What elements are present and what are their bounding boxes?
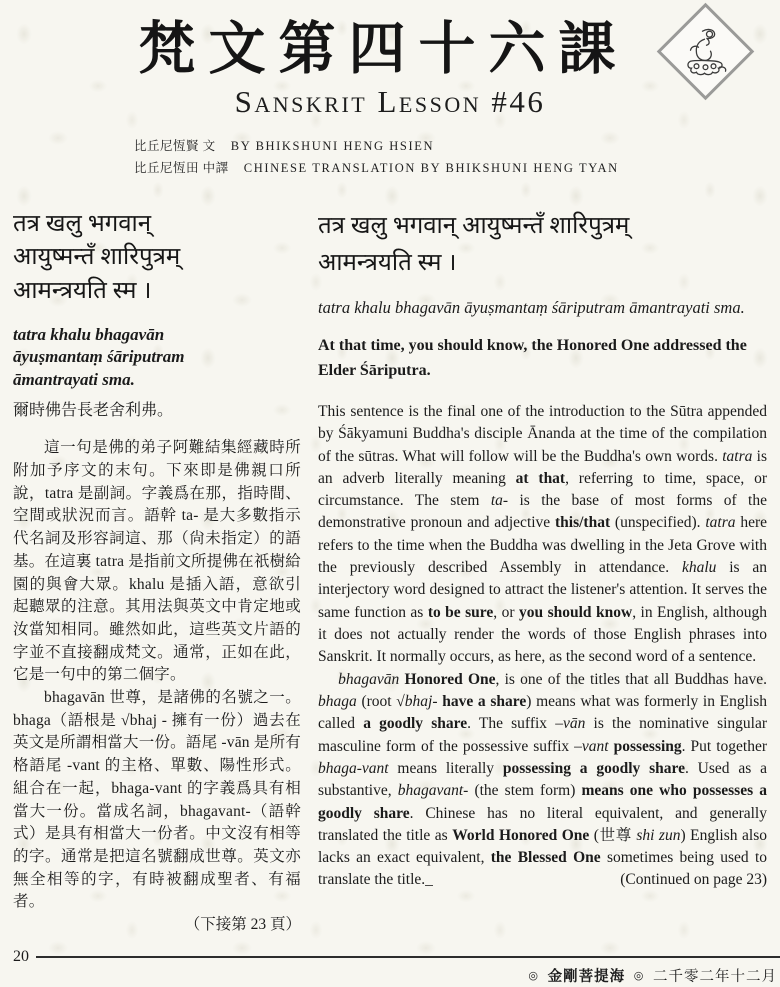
masthead [0, 0, 780, 180]
romanization-line: āyuṣmantaṃ śāriputram [13, 347, 185, 367]
byline-author-english: BY BHIKSHUNI HENG HSIEN [230, 138, 435, 153]
footer-rule-row [13, 948, 780, 966]
chinese-sutra-translation: 爾時佛告長老舍利弗。 [13, 401, 174, 419]
bullet-icon: ◎ [528, 970, 540, 982]
devanagari-line: तत्र खलु भगवान् आयुष्मन्तँ शारिपुत्रम् [318, 212, 630, 239]
footer-divider [36, 956, 780, 958]
english-commentary-paragraph-1: This sentence is the final one of the introduction to the Sūtra appended by Śākyamuni Buddha's disciple Ānanda at the time of the compilation of the sūtras. What will follow will be the Buddha's own words. tatra is an adverb literally meaning at that, referring to time, space, or circumstance. The stem ta- is the base of most forms of the demonstrative pronoun and adjective this/that (unspecified). tatra here refers to the time when the Buddha was dwelling in the Jeta Grove with the previously described Assembly in attendance. khalu is an interjectory word designed to attract the listener's attention. It serves the same function as to be sure, or you should know, in English, although it does not actually render the words of those English phrases into Sanskrit. It normally occurs, as here, as the second word of a sentence. [318, 402, 767, 666]
romanization-left [13, 324, 301, 391]
devanagari-line: आयुष्मन्तँ शारिपुत्रम् [13, 244, 181, 271]
continued-note-english: (Continued on page 23) [620, 871, 767, 889]
romanization-line: tatra khalu bhagavān [13, 324, 165, 344]
romanization-line: āmantrayati sma. [13, 369, 135, 389]
lotus-line-art-icon [683, 26, 729, 76]
issue-date: 二千零二年十二月 [653, 969, 777, 985]
english-commentary-paragraph-2: bhagavān Honored One, is one of the titles that all Buddhas have. bhaga (root √bhaj- have a share) means what was formerly in English called a goodly share. The suffix –vān is the nominative singular masculine form of the possessive suffix –vant possessing. Put together bhaga-vant means literally possessing a goodly share. Used as a substantive, bhagavant- (the stem form) means one who possesses a goodly share. Chinese has no literal equivalent, and generally translated the title as World Honored One (世尊 shi zun) English also lacks an exact equivalent, the Blessed One sometimes being used to translate the title._ [318, 670, 768, 889]
devanagari-verse-left [13, 208, 301, 309]
chinese-column [13, 208, 301, 937]
continued-note-chinese: （下接第 23 頁） [184, 916, 301, 934]
chinese-commentary-paragraph-1: 這一句是佛的弟子阿難結集經藏時所附加予序文的末句。下來即是佛親口所說，tatra 是副詞。字義爲在那，指時間、空間或狀況而言。語幹 ta- 是大多數指示代名詞及形容詞這、那（尙未指定）的語基。在這裏 tatra 是指前文所提佛在祇樹給園的與會大眾。khalu 是插入語，意欲引起聽眾的注意。其用法與英文中肯定地或汝當知相同。雖然如此，這些英文片語的字並不直接翻成梵文。通常，正如在此，它是一句中的第二個字。 [13, 439, 301, 684]
page-title-chinese: 梵文第四十六課 [138, 18, 629, 81]
english-column [318, 208, 767, 937]
chinese-commentary-paragraph-2: bhagavān 世尊，是諸佛的名號之一。bhaga（語根是 √bhaj - 擁有一份）過去在英文是所謂相當大一份。語尾 -vān 是所有格語尾 -vant 的主格、單數、陽性形式。組合在一起，bhaga-vant 的字義爲具有相當大一份。當成名詞，bhagavant-（語幹式）是具有相當大一份者。中文沒有相等的字。通常是把這名號翻成世尊。英文亦無全相等的字，有時被翻成聖者、有福者。 [13, 689, 301, 911]
byline-author [134, 135, 780, 158]
bullet-icon: ◎ [633, 970, 645, 982]
magazine-title: 金剛菩提海 [547, 969, 626, 985]
page-title-english: Sanskrit Lesson #46 [234, 83, 546, 119]
english-sutra-translation: At that time, you should know, the Honored One addressed the Elder Śāriputra. [318, 337, 747, 380]
byline-author-chinese: 比丘尼恆賢 文 [134, 138, 216, 153]
byline-translator [134, 157, 780, 180]
footer-publication-info [524, 965, 777, 986]
devanagari-line: आमन्त्रयति स्म । [13, 278, 152, 305]
byline-block [134, 135, 780, 180]
page-number: 20 [13, 948, 29, 965]
devanagari-line: आमन्त्रयति स्म । [318, 250, 457, 277]
devanagari-line: तत्र खलु भगवान् [13, 210, 152, 237]
devanagari-verse-right [318, 208, 767, 282]
article-body [0, 208, 780, 937]
byline-translator-english: CHINESE TRANSLATION BY BHIKSHUNI HENG TYAN [243, 161, 619, 176]
byline-translator-chinese: 比丘尼恆田 中譯 [134, 161, 229, 176]
romanization-right: tatra khalu bhagavān āyuṣmantaṃ śāriputram āmantrayati sma. [318, 298, 745, 318]
